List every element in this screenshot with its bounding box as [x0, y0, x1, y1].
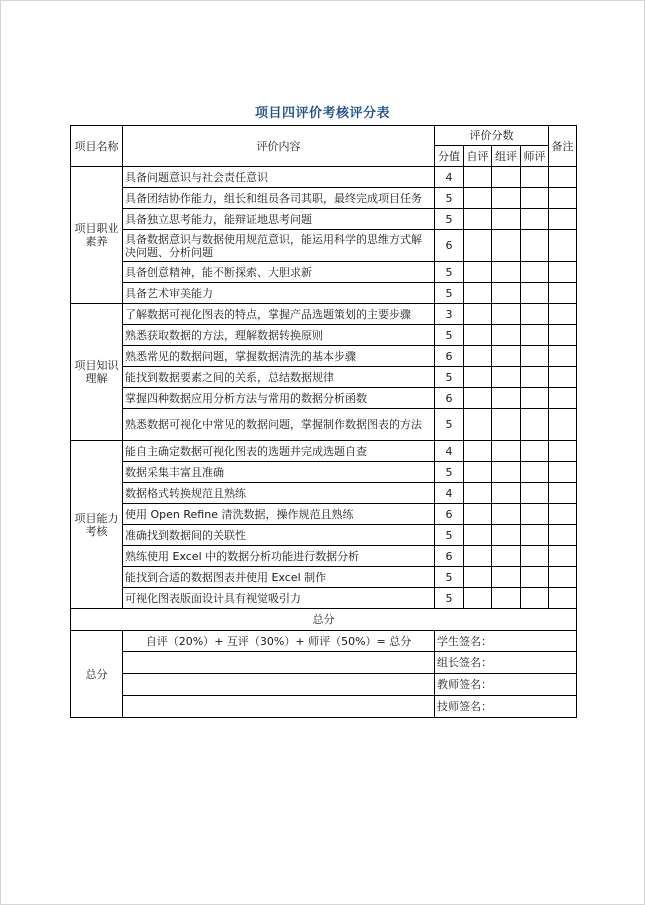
table-row	[71, 567, 577, 588]
table-row	[71, 188, 577, 209]
team-score-cell[interactable]	[492, 388, 521, 409]
teacher-score-cell[interactable]	[521, 441, 549, 462]
self-score-cell[interactable]	[464, 409, 492, 441]
section-name: 项目职业素养	[71, 167, 123, 304]
self-score-cell[interactable]	[464, 462, 492, 483]
table-row	[71, 262, 577, 283]
criterion-text: 熟悉数据可视化中常见的数据问题，掌握制作数据图表的方法	[123, 409, 435, 441]
header-self: 自评	[464, 146, 492, 167]
table-row	[71, 409, 577, 441]
table-row	[71, 388, 577, 409]
remark-cell[interactable]	[549, 325, 577, 346]
signature-field[interactable]: 学生签名：	[435, 631, 577, 652]
team-score-cell[interactable]	[492, 567, 521, 588]
table-row	[71, 209, 577, 230]
teacher-score-cell[interactable]	[521, 283, 549, 304]
total-row	[71, 652, 577, 674]
total-formula: 自评（20%）+ 互评（30%）+ 师评（50%）= 总分	[123, 631, 435, 652]
self-score-cell[interactable]	[464, 230, 492, 262]
remark-cell[interactable]	[549, 283, 577, 304]
table-row	[71, 346, 577, 367]
remark-cell[interactable]	[549, 209, 577, 230]
criterion-points: 5	[435, 525, 464, 546]
criterion-points: 5	[435, 567, 464, 588]
remark-cell[interactable]	[549, 262, 577, 283]
team-score-cell[interactable]	[492, 209, 521, 230]
criterion-points: 5	[435, 209, 464, 230]
total-score-cell[interactable]	[123, 696, 435, 718]
teacher-score-cell[interactable]	[521, 188, 549, 209]
criterion-text: 准确找到数据间的关联性	[123, 525, 435, 546]
table-row	[71, 230, 577, 262]
self-score-cell[interactable]	[464, 504, 492, 525]
criterion-text: 熟悉获取数据的方法，理解数据转换原则	[123, 325, 435, 346]
criterion-points: 6	[435, 546, 464, 567]
criterion-points: 6	[435, 504, 464, 525]
total-label: 总分	[71, 631, 123, 718]
header-score-group: 评价分数	[435, 126, 549, 146]
self-score-cell[interactable]	[464, 525, 492, 546]
self-score-cell[interactable]	[464, 441, 492, 462]
remark-cell[interactable]	[549, 188, 577, 209]
team-score-cell[interactable]	[492, 409, 521, 441]
teacher-score-cell[interactable]	[521, 462, 549, 483]
teacher-score-cell[interactable]	[521, 367, 549, 388]
criterion-points: 6	[435, 388, 464, 409]
criterion-text: 具备独立思考能力，能辩证地思考问题	[123, 209, 435, 230]
self-score-cell[interactable]	[464, 346, 492, 367]
remark-cell[interactable]	[549, 167, 577, 188]
self-score-cell[interactable]	[464, 483, 492, 504]
criterion-text: 数据格式转换规范且熟练	[123, 483, 435, 504]
team-score-cell[interactable]	[492, 262, 521, 283]
self-score-cell[interactable]	[464, 325, 492, 346]
teacher-score-cell[interactable]	[521, 504, 549, 525]
self-score-cell[interactable]	[464, 588, 492, 609]
header-project-name: 项目名称	[71, 126, 123, 167]
remark-cell[interactable]	[549, 367, 577, 388]
table-row	[71, 367, 577, 388]
header-remark: 备注	[549, 126, 577, 167]
section-name: 项目能力考核	[71, 441, 123, 609]
criterion-text: 具备创意精神，能不断探索、大胆求新	[123, 262, 435, 283]
self-score-cell[interactable]	[464, 567, 492, 588]
team-score-cell[interactable]	[492, 230, 521, 262]
criterion-points: 4	[435, 483, 464, 504]
criterion-points: 5	[435, 283, 464, 304]
remark-cell[interactable]	[549, 504, 577, 525]
table-row	[71, 546, 577, 567]
teacher-score-cell[interactable]	[521, 346, 549, 367]
criterion-points: 5	[435, 588, 464, 609]
criterion-text: 数据采集丰富且准确	[123, 462, 435, 483]
table-row	[71, 283, 577, 304]
remark-cell[interactable]	[549, 525, 577, 546]
teacher-score-cell[interactable]	[521, 525, 549, 546]
team-score-cell[interactable]	[492, 525, 521, 546]
criterion-points: 3	[435, 304, 464, 325]
criterion-text: 具备团结协作能力，组长和组员各司其职，最终完成项目任务	[123, 188, 435, 209]
self-score-cell[interactable]	[464, 188, 492, 209]
subtotal-label: 总分	[71, 609, 577, 631]
teacher-score-cell[interactable]	[521, 409, 549, 441]
remark-cell[interactable]	[549, 588, 577, 609]
table-row	[71, 483, 577, 504]
criterion-points: 5	[435, 409, 464, 441]
table-row	[71, 504, 577, 525]
team-score-cell[interactable]	[492, 441, 521, 462]
criterion-points: 5	[435, 262, 464, 283]
team-score-cell[interactable]	[492, 188, 521, 209]
teacher-score-cell[interactable]	[521, 567, 549, 588]
section-name: 项目知识理解	[71, 304, 123, 441]
criterion-points: 5	[435, 462, 464, 483]
criterion-text: 使用 Open Refine 清洗数据，操作规范且熟练	[123, 504, 435, 525]
criterion-points: 6	[435, 230, 464, 262]
self-score-cell[interactable]	[464, 209, 492, 230]
team-score-cell[interactable]	[492, 367, 521, 388]
signature-field[interactable]: 教师签名：	[435, 674, 577, 696]
criterion-points: 5	[435, 367, 464, 388]
criterion-points: 4	[435, 441, 464, 462]
teacher-score-cell[interactable]	[521, 546, 549, 567]
remark-cell[interactable]	[549, 483, 577, 504]
teacher-score-cell[interactable]	[521, 388, 549, 409]
criterion-text: 具备艺术审美能力	[123, 283, 435, 304]
remark-cell[interactable]	[549, 230, 577, 262]
teacher-score-cell[interactable]	[521, 325, 549, 346]
self-score-cell[interactable]	[464, 304, 492, 325]
self-score-cell[interactable]	[464, 283, 492, 304]
criterion-text: 了解数据可视化图表的特点，掌握产品选题策划的主要步骤	[123, 304, 435, 325]
teacher-score-cell[interactable]	[521, 262, 549, 283]
remark-cell[interactable]	[549, 388, 577, 409]
criterion-points: 4	[435, 167, 464, 188]
table-row	[71, 167, 577, 188]
criterion-text: 具备数据意识与数据使用规范意识，能运用科学的思维方式解决问题、分析问题	[123, 230, 435, 262]
criterion-text: 熟练使用 Excel 中的数据分析功能进行数据分析	[123, 546, 435, 567]
teacher-score-cell[interactable]	[521, 209, 549, 230]
table-row	[71, 588, 577, 609]
team-score-cell[interactable]	[492, 304, 521, 325]
total-row	[71, 631, 577, 652]
criterion-points: 5	[435, 188, 464, 209]
table-row	[71, 304, 577, 325]
page-title: 项目四评价考核评分表	[254, 106, 390, 121]
team-score-cell[interactable]	[492, 483, 521, 504]
remark-cell[interactable]	[549, 441, 577, 462]
header-teacher: 师评	[521, 146, 549, 167]
self-score-cell[interactable]	[464, 546, 492, 567]
team-score-cell[interactable]	[492, 346, 521, 367]
remark-cell[interactable]	[549, 304, 577, 325]
criterion-points: 5	[435, 325, 464, 346]
teacher-score-cell[interactable]	[521, 230, 549, 262]
remark-cell[interactable]	[549, 462, 577, 483]
team-score-cell[interactable]	[492, 167, 521, 188]
team-score-cell[interactable]	[492, 504, 521, 525]
table-row	[71, 462, 577, 483]
self-score-cell[interactable]	[464, 388, 492, 409]
total-score-cell[interactable]	[123, 652, 435, 674]
remark-cell[interactable]	[549, 409, 577, 441]
criterion-points: 6	[435, 346, 464, 367]
subtotal-row	[71, 609, 577, 631]
self-score-cell[interactable]	[464, 367, 492, 388]
table-row	[71, 441, 577, 462]
self-score-cell[interactable]	[464, 167, 492, 188]
evaluation-table	[70, 125, 577, 718]
criterion-text: 掌握四种数据应用分析方法与常用的数据分析函数	[123, 388, 435, 409]
header-points: 分值	[435, 146, 464, 167]
table-row	[71, 325, 577, 346]
team-score-cell[interactable]	[492, 325, 521, 346]
teacher-score-cell[interactable]	[521, 304, 549, 325]
total-score-cell[interactable]	[123, 674, 435, 696]
criterion-text: 能找到数据要素之间的关系，总结数据规律	[123, 367, 435, 388]
header-content: 评价内容	[123, 126, 435, 167]
remark-cell[interactable]	[549, 567, 577, 588]
remark-cell[interactable]	[549, 546, 577, 567]
teacher-score-cell[interactable]	[521, 588, 549, 609]
remark-cell[interactable]	[549, 346, 577, 367]
total-row	[71, 696, 577, 718]
team-score-cell[interactable]	[492, 462, 521, 483]
criterion-text: 具备问题意识与社会责任意识	[123, 167, 435, 188]
total-row	[71, 674, 577, 696]
signature-field[interactable]: 技师签名：	[435, 696, 577, 718]
team-score-cell[interactable]	[492, 588, 521, 609]
criterion-text: 能自主确定数据可视化图表的选题并完成选题自查	[123, 441, 435, 462]
criterion-text: 熟悉常见的数据问题，掌握数据清洗的基本步骤	[123, 346, 435, 367]
table-row	[71, 525, 577, 546]
teacher-score-cell[interactable]	[521, 167, 549, 188]
criterion-text: 能找到合适的数据图表并使用 Excel 制作	[123, 567, 435, 588]
team-score-cell[interactable]	[492, 283, 521, 304]
teacher-score-cell[interactable]	[521, 483, 549, 504]
header-team: 组评	[492, 146, 521, 167]
signature-field[interactable]: 组长签名：	[435, 652, 577, 674]
self-score-cell[interactable]	[464, 262, 492, 283]
team-score-cell[interactable]	[492, 546, 521, 567]
criterion-text: 可视化图表版面设计具有视觉吸引力	[123, 588, 435, 609]
